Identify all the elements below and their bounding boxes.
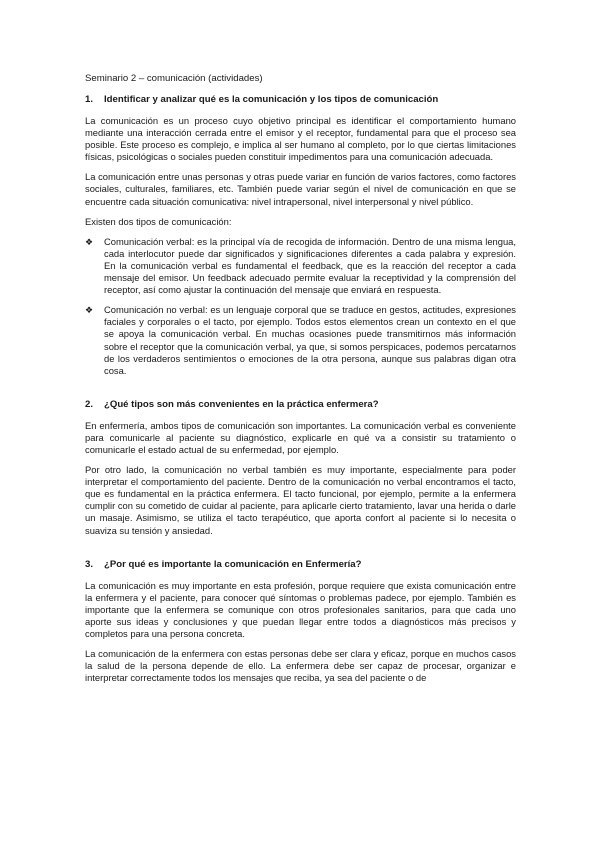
spacer <box>85 385 516 399</box>
list-item <box>85 304 516 377</box>
section-3-heading <box>85 559 516 571</box>
section-3-title: ¿Por qué es importante la comunicación en Enfermería? <box>104 558 362 570</box>
diamond-bullet-icon: ❖ <box>85 305 94 316</box>
section-1-title: Identificar y analizar qué es la comunicación y los tipos de comunicación <box>104 94 439 105</box>
section-3-paragraph-1: La comunicación es muy importante en esta profesión, porque requiere que exista comunicación entre la enfermera y el paciente, para conocer qué síntomas o problemas padece, por ejemplo. También es importante que la enfermera se comunique con otros profesionales sanitarios, para que cada uno aporte sus ideas y conclusiones y que puedan llegar entre todos a diagnósticos más precisos y completos para una persona concreta. <box>85 579 516 639</box>
section-2-title: ¿Qué tipos son más convenientes en la práctica enfermera? <box>104 398 379 410</box>
document-title: Seminario 2 – comunicación (actividades) <box>85 73 263 84</box>
communication-types-list <box>85 236 516 377</box>
list-item-text: Comunicación verbal: es la principal vía de recogida de información. Dentro de una misma lengua, cada interlocutor puede dar significados y significaciones diferentes a cada palabra y expresión. En la comunicación verbal es fundamental el feedback, que es la reacción del receptor a cada mensaje del emisor. Un feedback adecuado permite evaluar la receptividad y la comprensión del receptor, así como ajustar la continuación del mensaje que enviará en respuesta. <box>104 235 516 296</box>
list-item <box>85 236 516 296</box>
section-3-paragraph-2: La comunicación de la enfermera con estas personas debe ser clara y eficaz, porque en muchos casos la salud de la persona depende de ello. La enfermera debe ser capaz de procesar, organizar e interpretar correctamente todos los mensajes que reciba, ya sea del paciente o de <box>85 648 516 684</box>
list-item-text: Comunicación no verbal: es un lenguaje corporal que se traduce en gestos, actitudes, expresiones faciales y corporales o el tacto, por ejemplo. Todos estos elementos crean un contexto en el que se apoya la comunicación verbal. En muchas ocasiones puede transmitirnos más información sobre el receptor que la comunicación verbal, ya que, si somos perspicaces, podemos percatarnos de los verdaderos sentimientos o emociones de la otra persona, aunque sus palabras digan otra cosa. <box>104 304 516 376</box>
section-2-paragraph-2: Por otro lado, la comunicación no verbal también es muy importante, especialmente para poder interpretar el comportamiento del paciente. Dentro de la comunicación no verbal encontramos el tacto, que es fundamental en la práctica enfermera. El tacto funcional, por ejemplo, permite a la enfermera cumplir con su cometido de cuidar al paciente, para aplicarle cierto tratamiento, lavar una herida o darle un masaje. Asimismo, se utiliza el tacto terapéutico, que aporta confort al paciente si lo necesita o suaviza su tensión y ansiedad. <box>85 464 516 536</box>
section-2-heading <box>85 399 516 411</box>
section-2-paragraph-1: En enfermería, ambos tipos de comunicación son importantes. La comunicación verbal es conveniente para comunicarle al paciente su diagnóstico, explicarle en qué va a consistir su tratamiento o comunicarle el estado actual de su enfermedad, por ejemplo. <box>85 419 516 455</box>
spacer <box>85 545 516 559</box>
section-3-number: 3. <box>85 558 94 570</box>
diamond-bullet-icon: ❖ <box>85 236 94 247</box>
section-1-paragraph-2: La comunicación entre unas personas y otras puede variar en función de varios factores, como factores sociales, culturales, familiares, etc. También puede variar según el nivel de comunicación en que se encuentre cada situación comunicativa: nivel intrapersonal, nivel interpersonal y nivel público. <box>85 171 516 207</box>
section-1-number: 1. <box>85 94 94 105</box>
section-1-heading <box>85 94 516 106</box>
section-2-number: 2. <box>85 398 94 410</box>
section-1-paragraph-1: La comunicación es un proceso cuyo objetivo principal es identificar el comportamiento humano mediante una interacción cerrada entre el emisor y el receptor, fundamental para que el proceso sea posible. Este proceso es complejo, e implica al ser humano al completo, por lo que ciertas limitaciones físicas, psicológicas o sociales pueden constituir impedimentos para una comunicación adecuada. <box>85 115 516 163</box>
section-1-paragraph-3: Existen dos tipos de comunicación: <box>85 215 232 227</box>
